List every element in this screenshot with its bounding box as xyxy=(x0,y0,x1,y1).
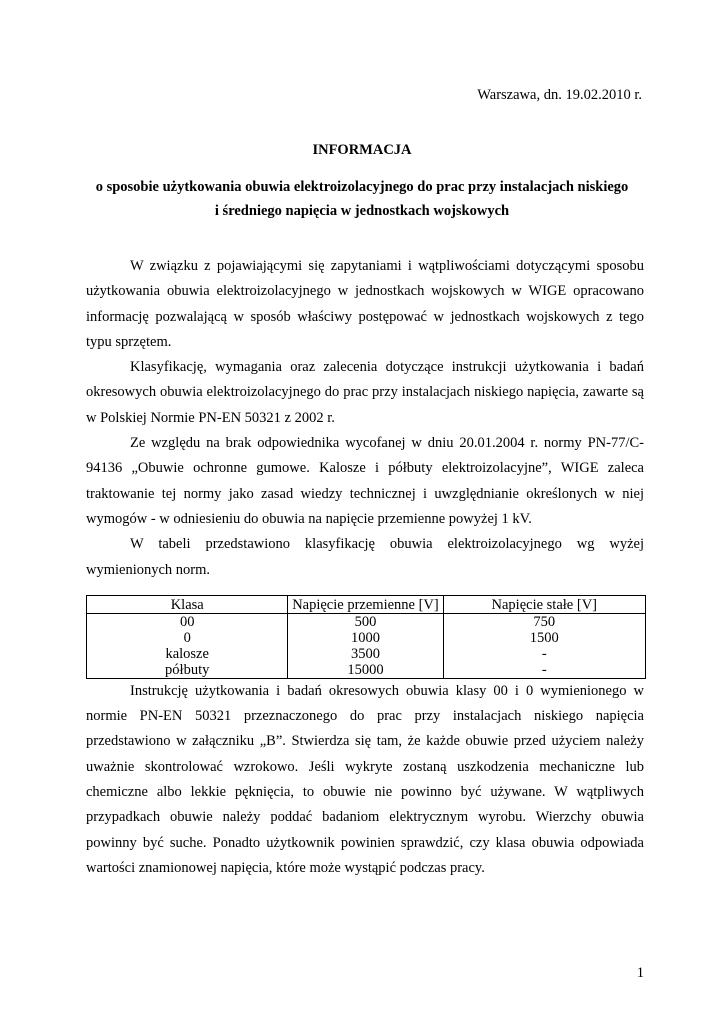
cell-klasa: 0 xyxy=(87,630,288,646)
classification-table xyxy=(86,595,646,679)
paragraph-instructions: Instrukcję użytkowania i badań okresowych obuwia klasy 00 i 0 wymienionego w normie PN-EN 50321 przeznaczonego do prac przy instalacjach niskiego napięcia przedstawiono w załączniku „B”. Stwierdza się tam, że każde obuwie przed użyciem należy uważnie skontrolować wzrokowo. Jeśli wykryte zostaną uszkodzenia mechaniczne lub chemiczne albo lekkie pęknięcia, to obuwie nie powinno być używane. W wątpliwych przypadkach obuwie należy poddać badaniom elektrycznym wyrobu. Wierzchy obuwia powinny być suche. Ponadto użytkownik powinien sprawdzić, czy klasa obuwia odpowiada wartości znamionowej napięcia, które może wystąpić podczas pracy. xyxy=(86,682,644,876)
document-date: Warszawa, dn. 19.02.2010 r. xyxy=(477,87,642,103)
cell-ac-voltage: 3500 xyxy=(288,646,443,662)
document-title: INFORMACJA xyxy=(312,142,412,158)
cell-dc-voltage: - xyxy=(443,646,645,662)
header-klasa: Klasa xyxy=(87,595,288,613)
cell-dc-voltage: - xyxy=(443,662,645,679)
cell-klasa: kalosze xyxy=(87,646,288,662)
table-row xyxy=(87,646,646,662)
cell-ac-voltage: 15000 xyxy=(288,662,443,679)
paragraph-intro: W związku z pojawiającymi się zapytaniami i wątpliwościami dotyczącymi sposobu użytkowania obuwia elektroizolacyjnego w jednostkach wojskowych w WIGE opracowano informację pozwalającą w sposób właściwy postępować w jednostkach wojskowych z tego typu sprzętem. xyxy=(86,258,644,350)
paragraph-classification: Klasyfikację, wymagania oraz zalecenia dotyczące instrukcji użytkowania i badań okresowych obuwia elektroizolacyjnego do prac przy instalacjach niskiego napięcia, zawarte są w Polskiej Normie PN-EN 50321 z 2002 r. xyxy=(86,359,644,426)
table-row xyxy=(87,630,646,646)
subtitle-line-2: i średniego napięcia w jednostkach wojskowych xyxy=(214,203,510,219)
document-subtitle xyxy=(80,175,644,223)
table-header-row xyxy=(87,595,646,613)
cell-dc-voltage: 1500 xyxy=(443,630,645,646)
subtitle-line-1: o sposobie użytkowania obuwia elektroizolacyjnego do prac przy instalacjach niskiego xyxy=(95,179,629,195)
cell-ac-voltage: 500 xyxy=(288,613,443,630)
table-row xyxy=(87,662,646,679)
header-dc-voltage: Napięcie stałe [V] xyxy=(443,595,645,613)
header-ac-voltage: Napięcie przemienne [V] xyxy=(288,595,443,613)
cell-dc-voltage: 750 xyxy=(443,613,645,630)
paragraph-table-intro: W tabeli przedstawiono klasyfikację obuwia elektroizolacyjnego wg wyżej wymienionych norm. xyxy=(86,536,644,578)
cell-klasa: 00 xyxy=(87,613,288,630)
cell-klasa: półbuty xyxy=(87,662,288,679)
table-row xyxy=(87,613,646,630)
document-body xyxy=(86,254,644,881)
page-number: 1 xyxy=(636,965,644,981)
paragraph-withdrawn-norm: Ze względu na brak odpowiednika wycofanej w dniu 20.01.2004 r. normy PN-77/C-94136 „Obuwie ochronne gumowe. Kalosze i półbuty elektroizolacyjne”, WIGE zaleca traktowanie tej normy jako zasad wiedzy technicznej i uwzględnianie określonych w niej wymogów - w odniesieniu do obuwia na napięcie przemienne powyżej 1 kV. xyxy=(86,435,644,527)
cell-ac-voltage: 1000 xyxy=(288,630,443,646)
